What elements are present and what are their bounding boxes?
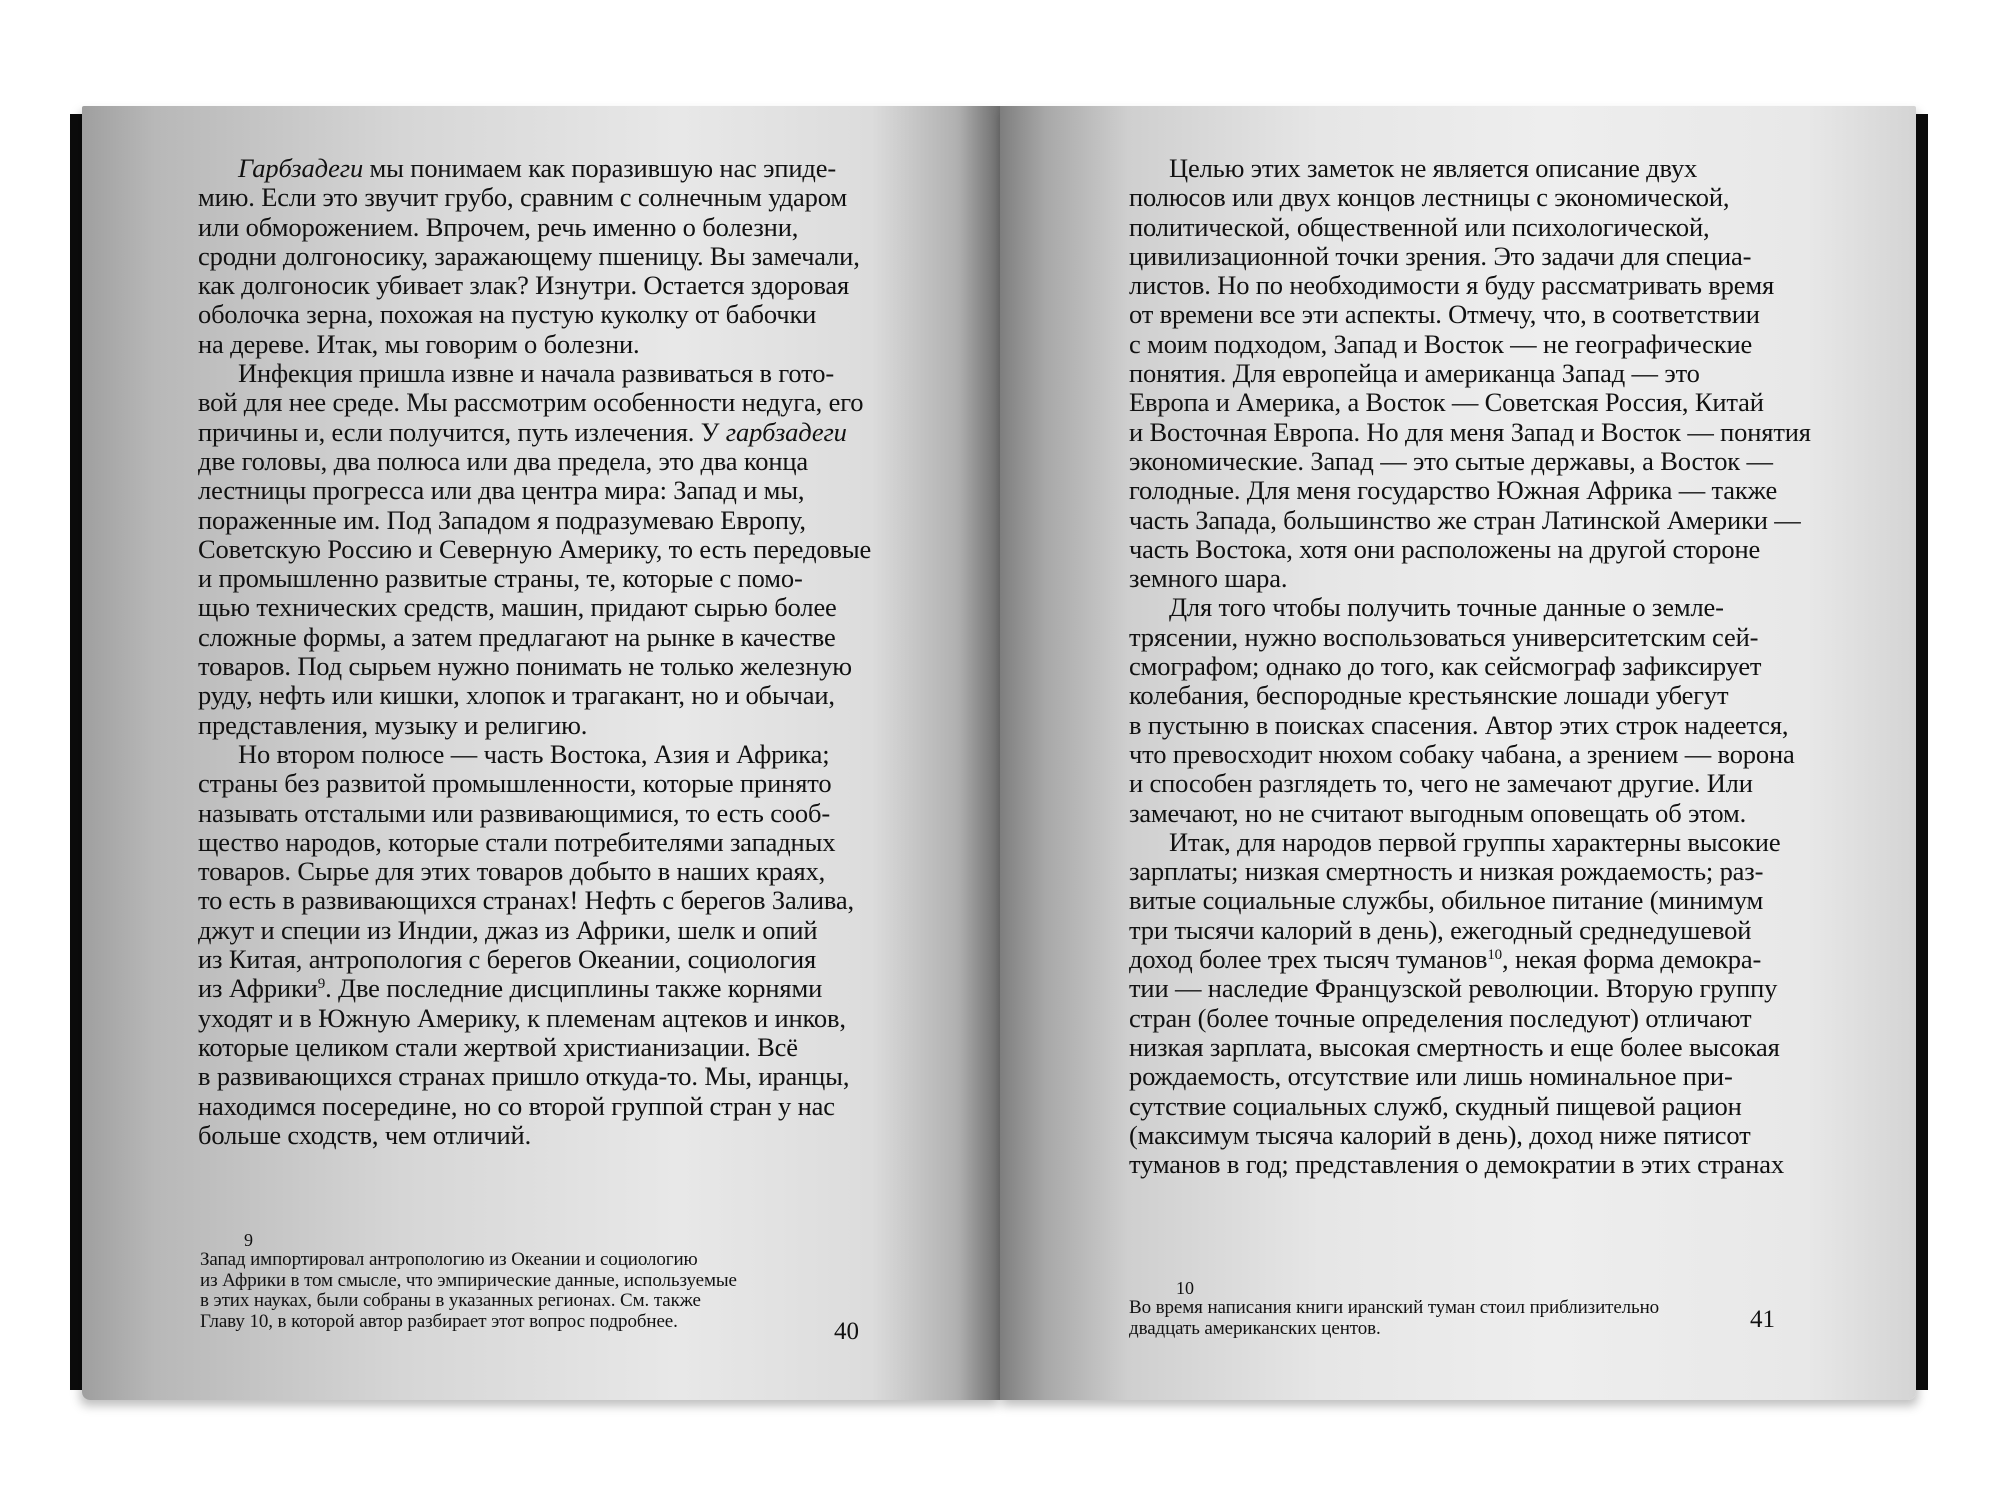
text-segment: листов. Но по необходимости я буду рассматривать время <box>1129 270 1775 301</box>
text-line <box>1129 300 1889 329</box>
text-segment: Итак, для народов первой группы характерны высокие <box>1169 826 1781 857</box>
text-segment: от времени все эти аспекты. Отмечу, что, в соответствии <box>1129 299 1760 330</box>
left-page <box>82 106 1000 1400</box>
text-segment: сложные формы, а затем предлагают на рынке в качестве <box>198 621 836 652</box>
text-segment: то есть в развивающихся странах! Нефть с берегов Залива, <box>198 885 854 916</box>
text-line <box>198 769 958 798</box>
text-line <box>198 681 958 710</box>
text-segment: сутствие социальных служб, скудный пищевой рацион <box>1129 1090 1742 1121</box>
text-segment: часть Запада, большинство же стран Латинской Америки — <box>1129 504 1801 535</box>
text-segment: в развивающихся странах пришло откуда-то. Мы, иранцы, <box>198 1061 850 1092</box>
text-segment: низкая зарплата, высокая смертность и еще более высокая <box>1129 1031 1780 1062</box>
text-segment: цивилизационной точки зрения. Это задачи для специа- <box>1129 240 1752 271</box>
text-segment: из Китая, антропология с берегов Океании, социология <box>198 944 817 975</box>
footnote-line: Главу 10, в которой автор разбирает этот вопрос подробнее. <box>200 1310 678 1332</box>
right-footnote-text <box>1129 1298 1809 1339</box>
text-segment: Для того чтобы получить точные данные о земле- <box>1169 592 1724 623</box>
text-segment: щью технических средств, машин, придают сырью более <box>198 592 837 623</box>
text-line <box>198 564 958 593</box>
text-segment: тии — наследие Французской революции. Вторую группу <box>1129 973 1778 1004</box>
text-line <box>1129 828 1889 857</box>
text-line <box>198 359 958 388</box>
text-segment: и промышленно развитые страны, те, которые с помо- <box>198 563 803 594</box>
text-segment: вой для нее среде. Мы рассмотрим особенности недуга, его <box>198 387 864 418</box>
text-segment: причины и, если получится, путь излечения. У <box>198 416 726 447</box>
text-line <box>198 828 958 857</box>
text-segment: лестницы прогресса или два центра мира: Запад и мы, <box>198 475 805 506</box>
text-segment: зарплаты; низкая смертность и низкая рождаемость; раз- <box>1129 856 1764 887</box>
text-line <box>198 1062 958 1091</box>
right-page-number: 41 <box>1750 1306 1775 1333</box>
left-page-body-text <box>198 154 958 1150</box>
footnote-line: двадцать американских центов. <box>1129 1317 1381 1339</box>
text-line <box>198 154 958 183</box>
text-segment: страны без развитой промышленности, которые принято <box>198 768 832 799</box>
footnote-line: из Африки в том смысле, что эмпирические данные, используемые <box>200 1269 737 1291</box>
text-line <box>1129 1004 1889 1033</box>
text-line <box>1129 242 1889 271</box>
text-line <box>198 916 958 945</box>
right-page-body-text <box>1129 154 1889 1179</box>
text-segment: Целью этих заметок не является описание двух <box>1169 153 1698 183</box>
text-segment: Советскую Россию и Северную Америку, то есть передовые <box>198 533 872 564</box>
footnote-line: Запад импортировал антропологию из Океании и социологию <box>200 1249 698 1270</box>
text-segment: экономические. Запад — это сытые державы, а Восток — <box>1129 445 1773 476</box>
text-line <box>1129 916 1889 945</box>
text-segment: пораженные им. Под Западом я подразумеваю Европу, <box>198 504 806 535</box>
text-line <box>1129 506 1889 535</box>
text-line <box>198 711 958 740</box>
text-line <box>198 447 958 476</box>
footnote-reference: 10 <box>1487 947 1503 964</box>
text-line <box>198 213 958 242</box>
text-line <box>1129 945 1889 974</box>
text-segment: доход более трех тысяч туманов <box>1129 944 1488 975</box>
text-segment: руду, нефть или кишки, хлопок и трагакант, но и обычаи, <box>198 680 835 711</box>
text-segment: оболочка зерна, похожая на пустую куколку от бабочки <box>198 299 817 330</box>
text-segment: или обморожением. Впрочем, речь именно о болезни, <box>198 211 799 242</box>
text-line <box>198 300 958 329</box>
text-segment: полюсов или двух концов лестницы с экономической, <box>1129 182 1730 213</box>
text-segment: называть отсталыми или развивающимися, то есть сооб- <box>198 797 831 828</box>
text-line <box>198 1004 958 1033</box>
text-line <box>198 418 958 447</box>
left-footnote-number: 9 <box>244 1230 253 1250</box>
text-segment: представления, музыку и религию. <box>198 709 588 740</box>
text-line <box>198 740 958 769</box>
text-line <box>198 476 958 505</box>
text-line <box>198 886 958 915</box>
text-segment: Инфекция пришла извне и начала развиваться в гото- <box>238 358 834 389</box>
text-segment: которые целиком стали жертвой христианизации. Всё <box>198 1031 798 1062</box>
text-segment: (максимум тысяча калорий в день), доход ниже пятисот <box>1129 1119 1751 1150</box>
text-line <box>1129 330 1889 359</box>
text-line <box>1129 886 1889 915</box>
text-line <box>1129 271 1889 300</box>
text-line <box>1129 623 1889 652</box>
text-segment: замечают, но не считают выгодным оповещать об этом. <box>1129 797 1747 828</box>
text-line <box>1129 1033 1889 1062</box>
text-line <box>1129 799 1889 828</box>
text-segment: товаров. Под сырьем нужно понимать не только железную <box>198 651 852 682</box>
text-line <box>198 1092 958 1121</box>
text-line <box>198 535 958 564</box>
text-segment: мию. Если это звучит грубо, сравним с солнечным ударом <box>198 182 847 213</box>
right-page <box>1000 106 1916 1400</box>
text-segment: , некая форма демокра- <box>1502 944 1762 975</box>
text-line <box>198 593 958 622</box>
text-line <box>1129 183 1889 212</box>
text-line <box>1129 564 1889 593</box>
text-segment: джут и специи из Индии, джаз из Африки, шелк и опий <box>198 914 818 945</box>
text-segment: две головы, два полюса или два предела, это два конца <box>198 445 809 476</box>
text-segment: понятия. Для европейца и американца Запад — это <box>1129 358 1700 389</box>
text-segment: три тысячи калорий в день), ежегодный среднедушевой <box>1129 914 1752 945</box>
text-segment: товаров. Сырье для этих товаров добыто в наших краях, <box>198 856 826 887</box>
text-line <box>1129 1150 1889 1179</box>
text-segment: мы понимаем как поразившую нас эпиде- <box>363 153 837 183</box>
text-segment: находимся посередине, но со второй группой стран у нас <box>198 1090 835 1121</box>
text-segment: сродни долгоносику, заражающему пшеницу. Вы замечали, <box>198 240 860 271</box>
text-segment: витые социальные службы, обильное питание (минимум <box>1129 885 1764 916</box>
text-line <box>1129 476 1889 505</box>
text-line <box>1129 1092 1889 1121</box>
text-segment: что превосходит нюхом собаку чабана, а зрением — ворона <box>1129 738 1795 769</box>
text-line <box>198 506 958 535</box>
text-segment: . Две последние дисциплины также корнями <box>325 973 823 1004</box>
text-segment: часть Востока, хотя они расположены на другой стороне <box>1129 533 1761 564</box>
text-line <box>1129 154 1889 183</box>
italic-term: гарбзадеги <box>725 416 847 447</box>
text-line <box>1129 974 1889 1003</box>
text-line <box>198 974 958 1003</box>
text-line <box>1129 857 1889 886</box>
footnote-line: Во время написания книги иранский туман стоил приблизительно <box>1129 1297 1660 1318</box>
text-segment: трясении, нужно воспользоваться университетским сей- <box>1129 621 1759 652</box>
text-segment: в пустыню в поисках спасения. Автор этих строк надеется, <box>1129 709 1789 740</box>
text-segment: больше сходств, чем отличий. <box>198 1119 532 1150</box>
text-segment: как долгоносик убивает злак? Изнутри. Остается здоровая <box>198 270 850 301</box>
footnote-line: в этих науках, были собраны в указанных регионах. См. также <box>200 1290 701 1311</box>
text-line <box>1129 418 1889 447</box>
text-line <box>198 623 958 652</box>
text-segment: стран (более точные определения последуют) отличают <box>1129 1002 1752 1033</box>
text-line <box>1129 359 1889 388</box>
text-line <box>198 271 958 300</box>
left-footnote-text <box>200 1250 900 1332</box>
text-line <box>198 799 958 828</box>
text-line <box>198 183 958 212</box>
text-segment: и способен разглядеть то, чего не замечают другие. Или <box>1129 768 1753 799</box>
text-line <box>198 330 958 359</box>
text-line <box>1129 740 1889 769</box>
text-segment: на дереве. Итак, мы говорим о болезни. <box>198 328 640 359</box>
text-line <box>198 945 958 974</box>
text-segment: колебания, беспородные крестьянские лошади убегут <box>1129 680 1729 711</box>
footnote-reference: 9 <box>317 976 326 993</box>
text-line <box>198 857 958 886</box>
text-line <box>1129 388 1889 417</box>
text-line <box>198 388 958 417</box>
text-line <box>198 242 958 271</box>
text-line <box>1129 535 1889 564</box>
text-line <box>1129 1121 1889 1150</box>
text-line <box>198 1121 958 1150</box>
text-line <box>1129 652 1889 681</box>
text-line <box>1129 213 1889 242</box>
text-segment: и Восточная Европа. Но для меня Запад и Восток — понятия <box>1129 416 1811 447</box>
text-line <box>1129 447 1889 476</box>
text-line <box>198 1033 958 1062</box>
text-segment: голодные. Для меня государство Южная Африка — также <box>1129 475 1778 506</box>
text-line <box>1129 711 1889 740</box>
text-line <box>1129 769 1889 798</box>
text-segment: щество народов, которые стали потребителями западных <box>198 826 836 857</box>
italic-term: Гарбзадеги <box>238 153 364 183</box>
text-line <box>1129 593 1889 622</box>
text-segment: Но втором полюсе — часть Востока, Азия и Африка; <box>238 738 830 769</box>
right-footnote-number: 10 <box>1176 1278 1194 1298</box>
text-segment: уходят и в Южную Америку, к племенам ацтеков и инков, <box>198 1002 846 1033</box>
text-segment: из Африки <box>198 973 318 1004</box>
text-segment: смографом; однако до того, как сейсмограф зафиксирует <box>1129 651 1762 682</box>
text-segment: Европа и Америка, а Восток — Советская Россия, Китай <box>1129 387 1764 418</box>
text-segment: политической, общественной или психологической, <box>1129 211 1710 242</box>
text-segment: с моим подходом, Запад и Восток — не географические <box>1129 328 1753 359</box>
text-line <box>1129 1062 1889 1091</box>
text-segment: земного шара. <box>1129 563 1288 594</box>
text-segment: рождаемость, отсутствие или лишь номинальное при- <box>1129 1061 1733 1092</box>
left-page-number: 40 <box>834 1318 859 1345</box>
text-line <box>198 652 958 681</box>
text-segment: туманов в год; представления о демократии в этих странах <box>1129 1149 1784 1180</box>
text-line <box>1129 681 1889 710</box>
